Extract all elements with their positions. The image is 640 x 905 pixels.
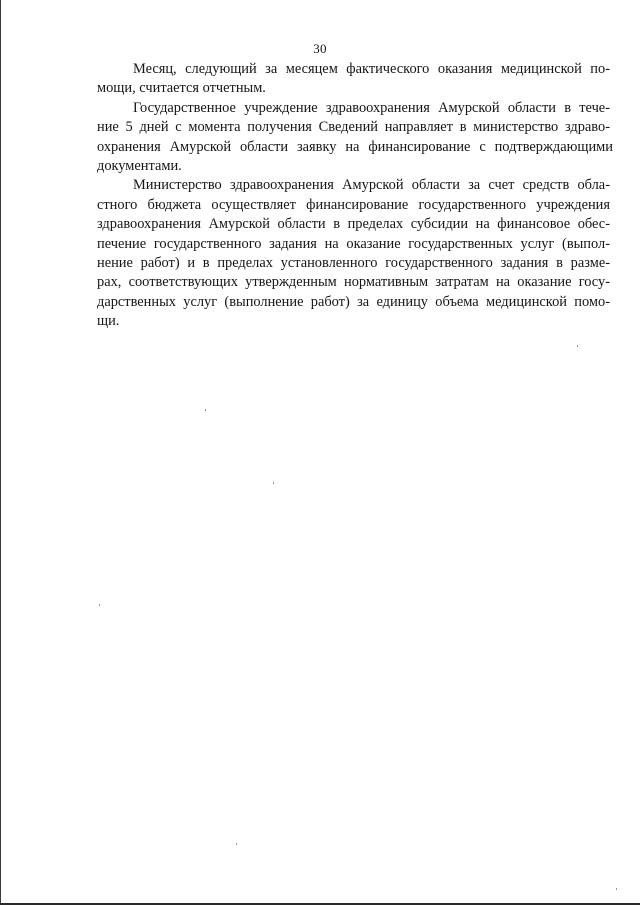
text-line: щи. xyxy=(97,313,120,330)
text-line: документами. xyxy=(97,158,182,175)
paragraph-ministry-financing xyxy=(97,176,610,331)
text-line: печение государственного задания на оказание государственных услуг (выпол- xyxy=(97,235,610,252)
text-line: дарственных услуг (выполнение работ) за единицу объема медицинской помо- xyxy=(97,293,610,310)
scan-speck xyxy=(205,409,206,411)
text-line: здравоохранения Амурской области в пределах субсидии на финансовое обес- xyxy=(97,216,610,233)
scan-left-edge xyxy=(0,0,1,905)
scan-speck xyxy=(99,604,100,606)
text-line: мощи, считается отчетным. xyxy=(97,80,266,97)
document-body xyxy=(97,60,613,332)
scan-speck xyxy=(616,888,617,890)
page-number: 30 xyxy=(313,41,327,56)
text-line: ние 5 дней с момента получения Сведений направляет в министерство здраво- xyxy=(97,119,610,136)
text-line: Месяц, следующий за месяцем фактического оказания медицинской по- xyxy=(133,61,610,77)
text-line: стного бюджета осуществляет финансирование государственного учреждения xyxy=(97,196,610,213)
paragraph-funding-request xyxy=(97,99,613,177)
text-line: Министерство здравоохранения Амурской области за счет средств обла- xyxy=(133,177,610,194)
text-line: нение работ) и в пределах установленного государственного задания в разме- xyxy=(97,255,610,272)
scan-speck xyxy=(236,843,237,845)
text-line: Государственное учреждение здравоохранения Амурской области в тече- xyxy=(133,99,610,116)
text-line: рах, соответствующих утвержденным нормативным затратам на оказание госу- xyxy=(97,274,610,291)
scan-speck xyxy=(577,345,578,347)
text-line: охранения Амурской области заявку на финансирование с подтверждающими xyxy=(97,138,613,155)
scan-speck xyxy=(273,482,274,484)
paragraph-reporting-month xyxy=(97,60,610,99)
